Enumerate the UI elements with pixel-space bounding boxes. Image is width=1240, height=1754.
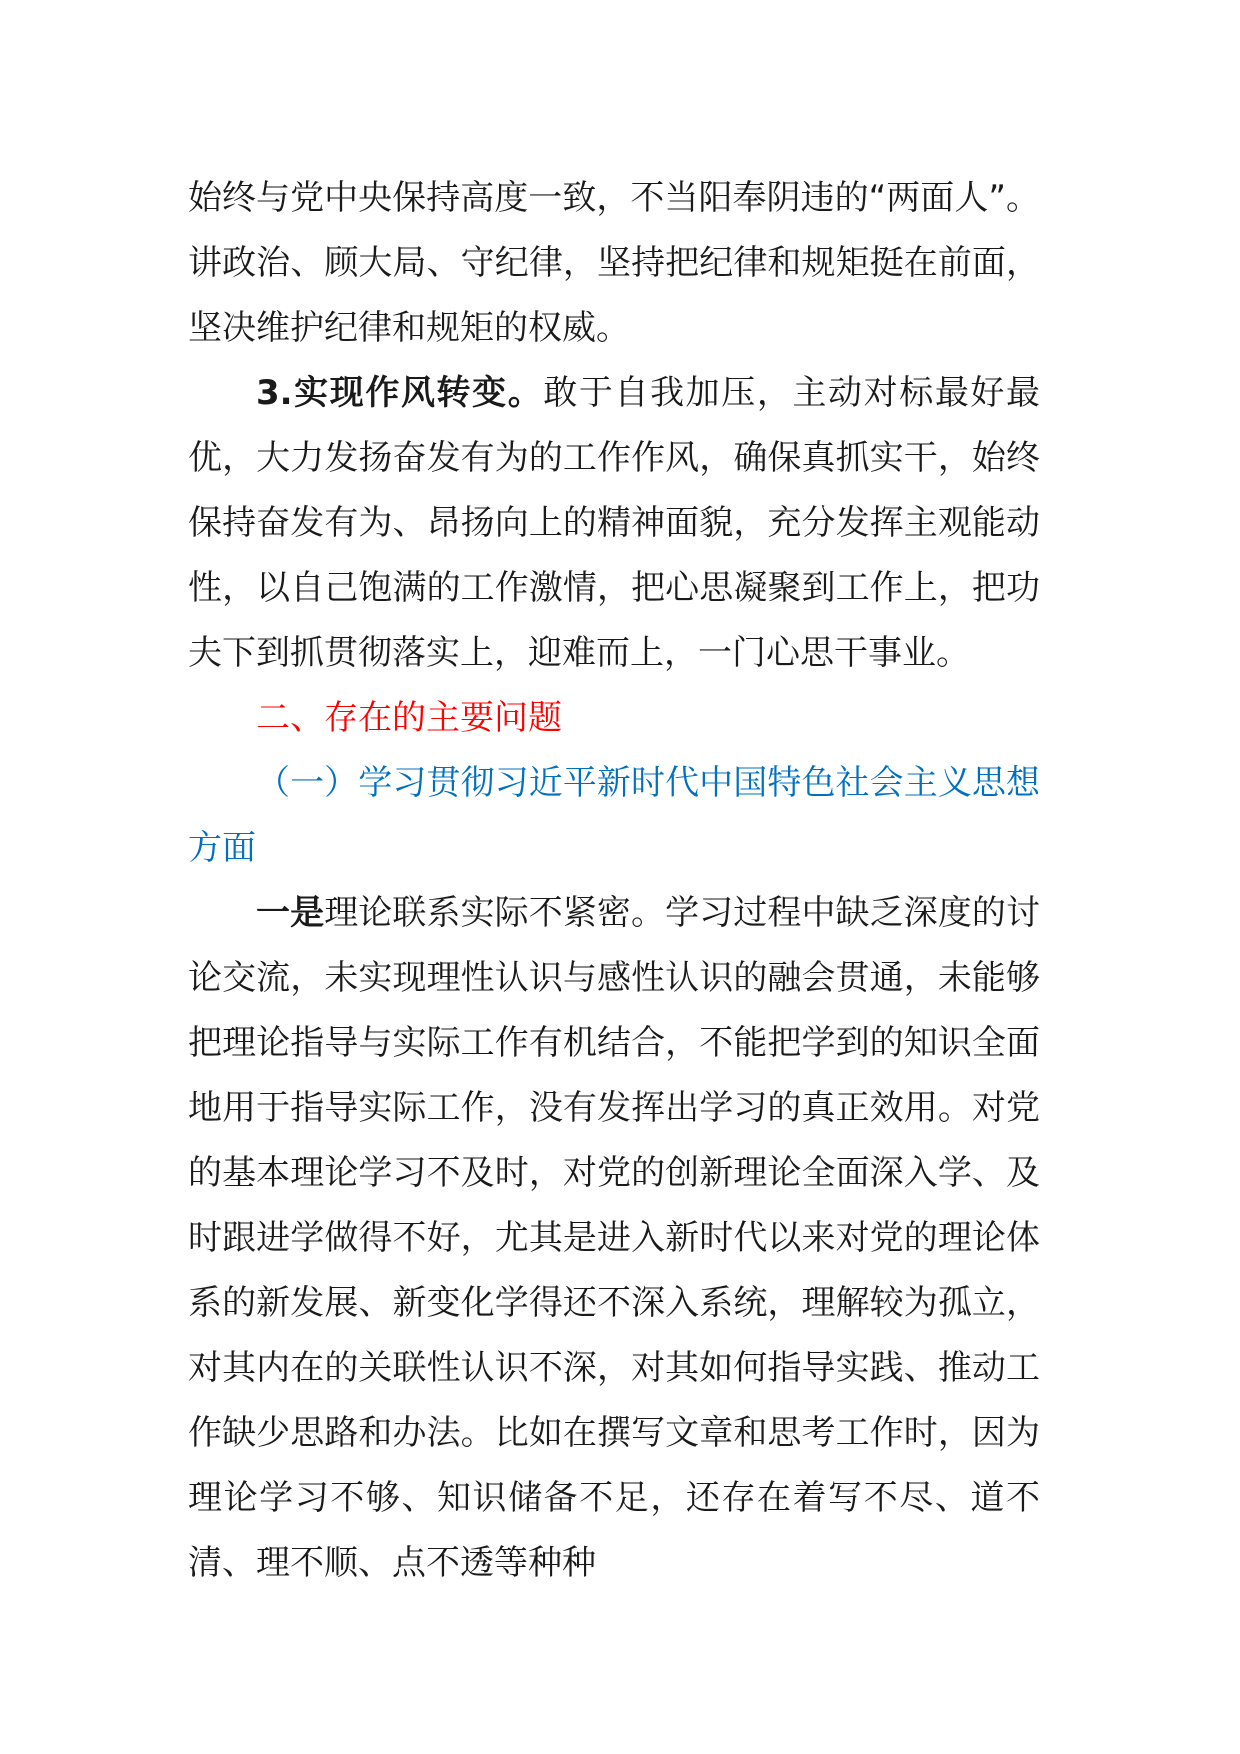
paragraph-bold-lead: 3.实现作风转变。 <box>256 373 544 413</box>
paragraph-style-change <box>188 361 1040 686</box>
paragraph-text: 敢于自我加压，主动对标最好最优，大力发扬奋发有为的工作作风，确保真抓实干，始终保持奋发有为、昂扬向上的精神面貌，充分发挥主观能动性，以自己饱满的工作激情，把心思凝聚到工作上，把功夫下到抓贯彻落实上，迎难而上，一门心思干事业。 <box>188 373 1041 673</box>
paragraph-continued <box>188 166 1040 361</box>
paragraph-bold-lead: 一是 <box>256 893 325 933</box>
document-body <box>188 166 1040 1596</box>
paragraph-text: 理论联系实际不紧密。学习过程中缺乏深度的讨论交流，未实现理性认识与感性认识的融会贯通，未能够把理论指导与实际工作有机结合，不能把学到的知识全面地用于指导实际工作，没有发挥出学习的真正效用。对党的基本理论学习不及时，对党的创新理论全面深入学、及时跟进学做得不好，尤其是进入新时代以来对党的理论体系的新发展、新变化学得还不深入系统，理解较为孤立，对其内在的关联性认识不深，对其如何指导实践、推动工作缺少思路和办法。比如在撰写文章和思考工作时，因为理论学习不够、知识储备不足，还存在着写不尽、道不清、理不顺、点不透等种种 <box>188 893 1041 1583</box>
heading-text: 二、存在的主要问题 <box>256 698 562 738</box>
heading-text: （一）学习贯彻习近平新时代中国特色社会主义思想方面 <box>188 763 1040 868</box>
paragraph-first-problem <box>188 881 1040 1596</box>
section-heading-main-problems <box>188 686 1040 751</box>
subsection-heading-study <box>188 751 1040 881</box>
paragraph-text: 始终与党中央保持高度一致，不当阳奉阴违的“两面人”。讲政治、顾大局、守纪律，坚持把纪律和规矩挺在前面，坚决维护纪律和规矩的权威。 <box>188 178 1040 348</box>
